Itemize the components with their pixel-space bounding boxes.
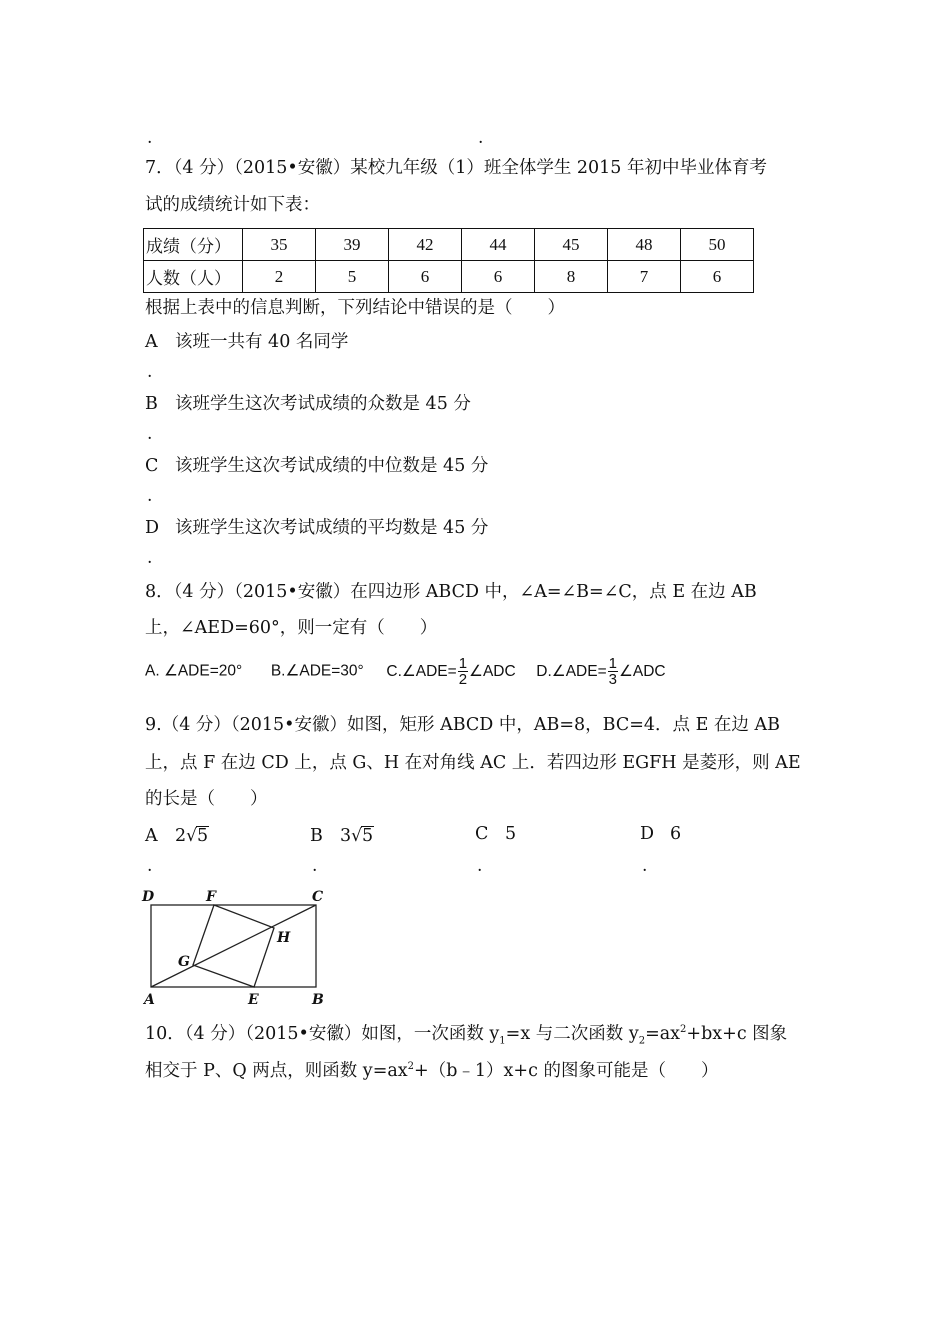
- table-cell: 45: [535, 229, 608, 261]
- option-d-suffix: ∠ADC: [618, 662, 666, 680]
- q7-question: 根据上表中的信息判断，下列结论中错误的是（ ）: [145, 298, 565, 318]
- option-text: 该班学生这次考试成绩的众数是 45 分: [175, 394, 471, 414]
- option-coefficient: 3: [340, 826, 352, 846]
- label-d: D: [142, 889, 155, 905]
- option-label: B: [145, 394, 158, 414]
- table-cell: 6: [389, 261, 462, 293]
- radicand: 5: [196, 826, 209, 846]
- table-header-count: 人数（人）: [144, 261, 243, 293]
- top-dot-right: .: [478, 128, 484, 148]
- option-label: D: [145, 518, 160, 538]
- table-row: [144, 229, 754, 261]
- q9-line2: 上，点 F 在边 CD 上，点 G、H 在对角线 AC 上．若四边形 EGFH 是菱形，则 AE: [145, 753, 801, 773]
- table-cell: 39: [316, 229, 389, 261]
- fraction-numerator: 1: [458, 655, 468, 672]
- label-a: A: [144, 992, 155, 1008]
- diagonal-ac: [151, 905, 316, 987]
- label-f: F: [206, 889, 216, 905]
- table-row: [144, 261, 754, 293]
- q8-option-d[interactable]: [536, 655, 666, 688]
- option-dot: .: [312, 856, 318, 876]
- q9-option-c[interactable]: [475, 826, 516, 844]
- option-label: A: [145, 826, 158, 846]
- table-cell: 44: [462, 229, 535, 261]
- q7-line1: 7．（4 分）（2015•安徽）某校九年级（1）班全体学生 2015 年初中毕业体育考: [145, 158, 767, 178]
- q9-option-a[interactable]: [145, 826, 209, 846]
- label-e: E: [248, 992, 259, 1008]
- option-c-suffix: ∠ADC: [469, 662, 516, 680]
- option-label: A: [145, 332, 158, 352]
- q10-text: +bx+c 图象: [686, 1023, 788, 1044]
- q7-option-a[interactable]: [145, 334, 348, 352]
- option-label: C: [475, 824, 489, 844]
- fraction-one-third: [608, 656, 618, 687]
- label-c: C: [312, 889, 324, 905]
- top-dot-left: .: [147, 128, 153, 148]
- radicand: 5: [361, 826, 374, 846]
- option-dot: .: [147, 548, 153, 568]
- table-cell: 6: [681, 261, 754, 293]
- fraction-denominator: 3: [608, 671, 617, 688]
- option-dot: .: [147, 486, 153, 506]
- table-cell: 42: [389, 229, 462, 261]
- option-dot: .: [642, 856, 648, 876]
- sqrt-icon: √: [351, 826, 362, 846]
- option-dot: .: [477, 856, 483, 876]
- table-cell: 48: [608, 229, 681, 261]
- fraction-denominator: 2: [458, 671, 468, 688]
- superscript: 2: [680, 1024, 687, 1035]
- option-dot: .: [147, 424, 153, 444]
- option-text: 该班学生这次考试成绩的平均数是 45 分: [175, 518, 489, 538]
- q9-line1: 9.（4 分）（2015•安徽）如图，矩形 ABCD 中，AB=8，BC=4．点 E 在边 AB: [145, 715, 780, 735]
- q10-text: 相交于 P、Q 两点，则函数 y=ax: [145, 1060, 408, 1081]
- option-value: 5: [505, 824, 517, 844]
- q8-options: [145, 656, 666, 687]
- q7-option-d[interactable]: [145, 520, 488, 538]
- option-value: 6: [670, 824, 682, 844]
- subscript: 1: [499, 1035, 506, 1047]
- q10-text: =ax: [645, 1023, 681, 1044]
- label-b: B: [312, 992, 324, 1008]
- q9-line3: 的长是（ ）: [145, 789, 268, 809]
- fraction-numerator: 1: [608, 655, 617, 672]
- q8-line2: 上，∠AED=60°，则一定有（ ）: [145, 618, 438, 638]
- q8-option-a[interactable]: A. ∠ADE=20°: [145, 662, 243, 680]
- table-cell: 35: [243, 229, 316, 261]
- option-label: D: [640, 824, 655, 844]
- table-cell: 7: [608, 261, 681, 293]
- q9-option-d[interactable]: [640, 826, 681, 844]
- table-cell: 2: [243, 261, 316, 293]
- q10-text: 10．（4 分）（2015•安徽）如图，一次函数 y: [145, 1023, 500, 1044]
- subscript: 2: [638, 1035, 646, 1047]
- q10-line2: [145, 1062, 718, 1080]
- option-c-prefix: C.∠ADE=: [386, 662, 457, 680]
- option-text: 该班学生这次考试成绩的中位数是 45 分: [175, 456, 489, 476]
- q10-text: +（b﹣1）x+c 的图象可能是（ ）: [414, 1060, 719, 1081]
- q8-line1: 8．（4 分）（2015•安徽）在四边形 ABCD 中，∠A=∠B=∠C，点 E 在边 AB: [145, 582, 757, 602]
- q8-option-c[interactable]: [386, 655, 520, 688]
- superscript: 2: [407, 1061, 415, 1072]
- q7-line2: 试的成绩统计如下表：: [145, 195, 320, 215]
- q7-option-b[interactable]: [145, 396, 471, 414]
- option-label: B: [310, 826, 323, 846]
- label-h: H: [277, 930, 291, 946]
- table-cell: 6: [462, 261, 535, 293]
- table-cell: 8: [535, 261, 608, 293]
- rectangle-rhombus-figure: [138, 884, 338, 1009]
- q10-line1: [145, 1025, 787, 1046]
- fraction-one-half: [458, 656, 468, 687]
- score-table: [143, 228, 754, 293]
- q8-option-b[interactable]: B.∠ADE=30°: [270, 662, 364, 680]
- option-dot: .: [147, 362, 153, 382]
- q7-option-c[interactable]: [145, 458, 488, 476]
- option-d-prefix: D.∠ADE=: [536, 662, 607, 680]
- option-dot: .: [147, 856, 153, 876]
- sqrt-icon: √: [186, 826, 197, 846]
- table-cell: 5: [316, 261, 389, 293]
- q9-option-b[interactable]: [310, 826, 374, 846]
- table-cell: 50: [681, 229, 754, 261]
- label-g: G: [178, 954, 190, 970]
- option-label: C: [145, 456, 159, 476]
- option-coefficient: 2: [175, 826, 187, 846]
- table-header-score: 成绩（分）: [144, 229, 243, 261]
- option-text: 该班一共有 40 名同学: [175, 332, 349, 352]
- q10-text: =x 与二次函数 y: [505, 1023, 639, 1044]
